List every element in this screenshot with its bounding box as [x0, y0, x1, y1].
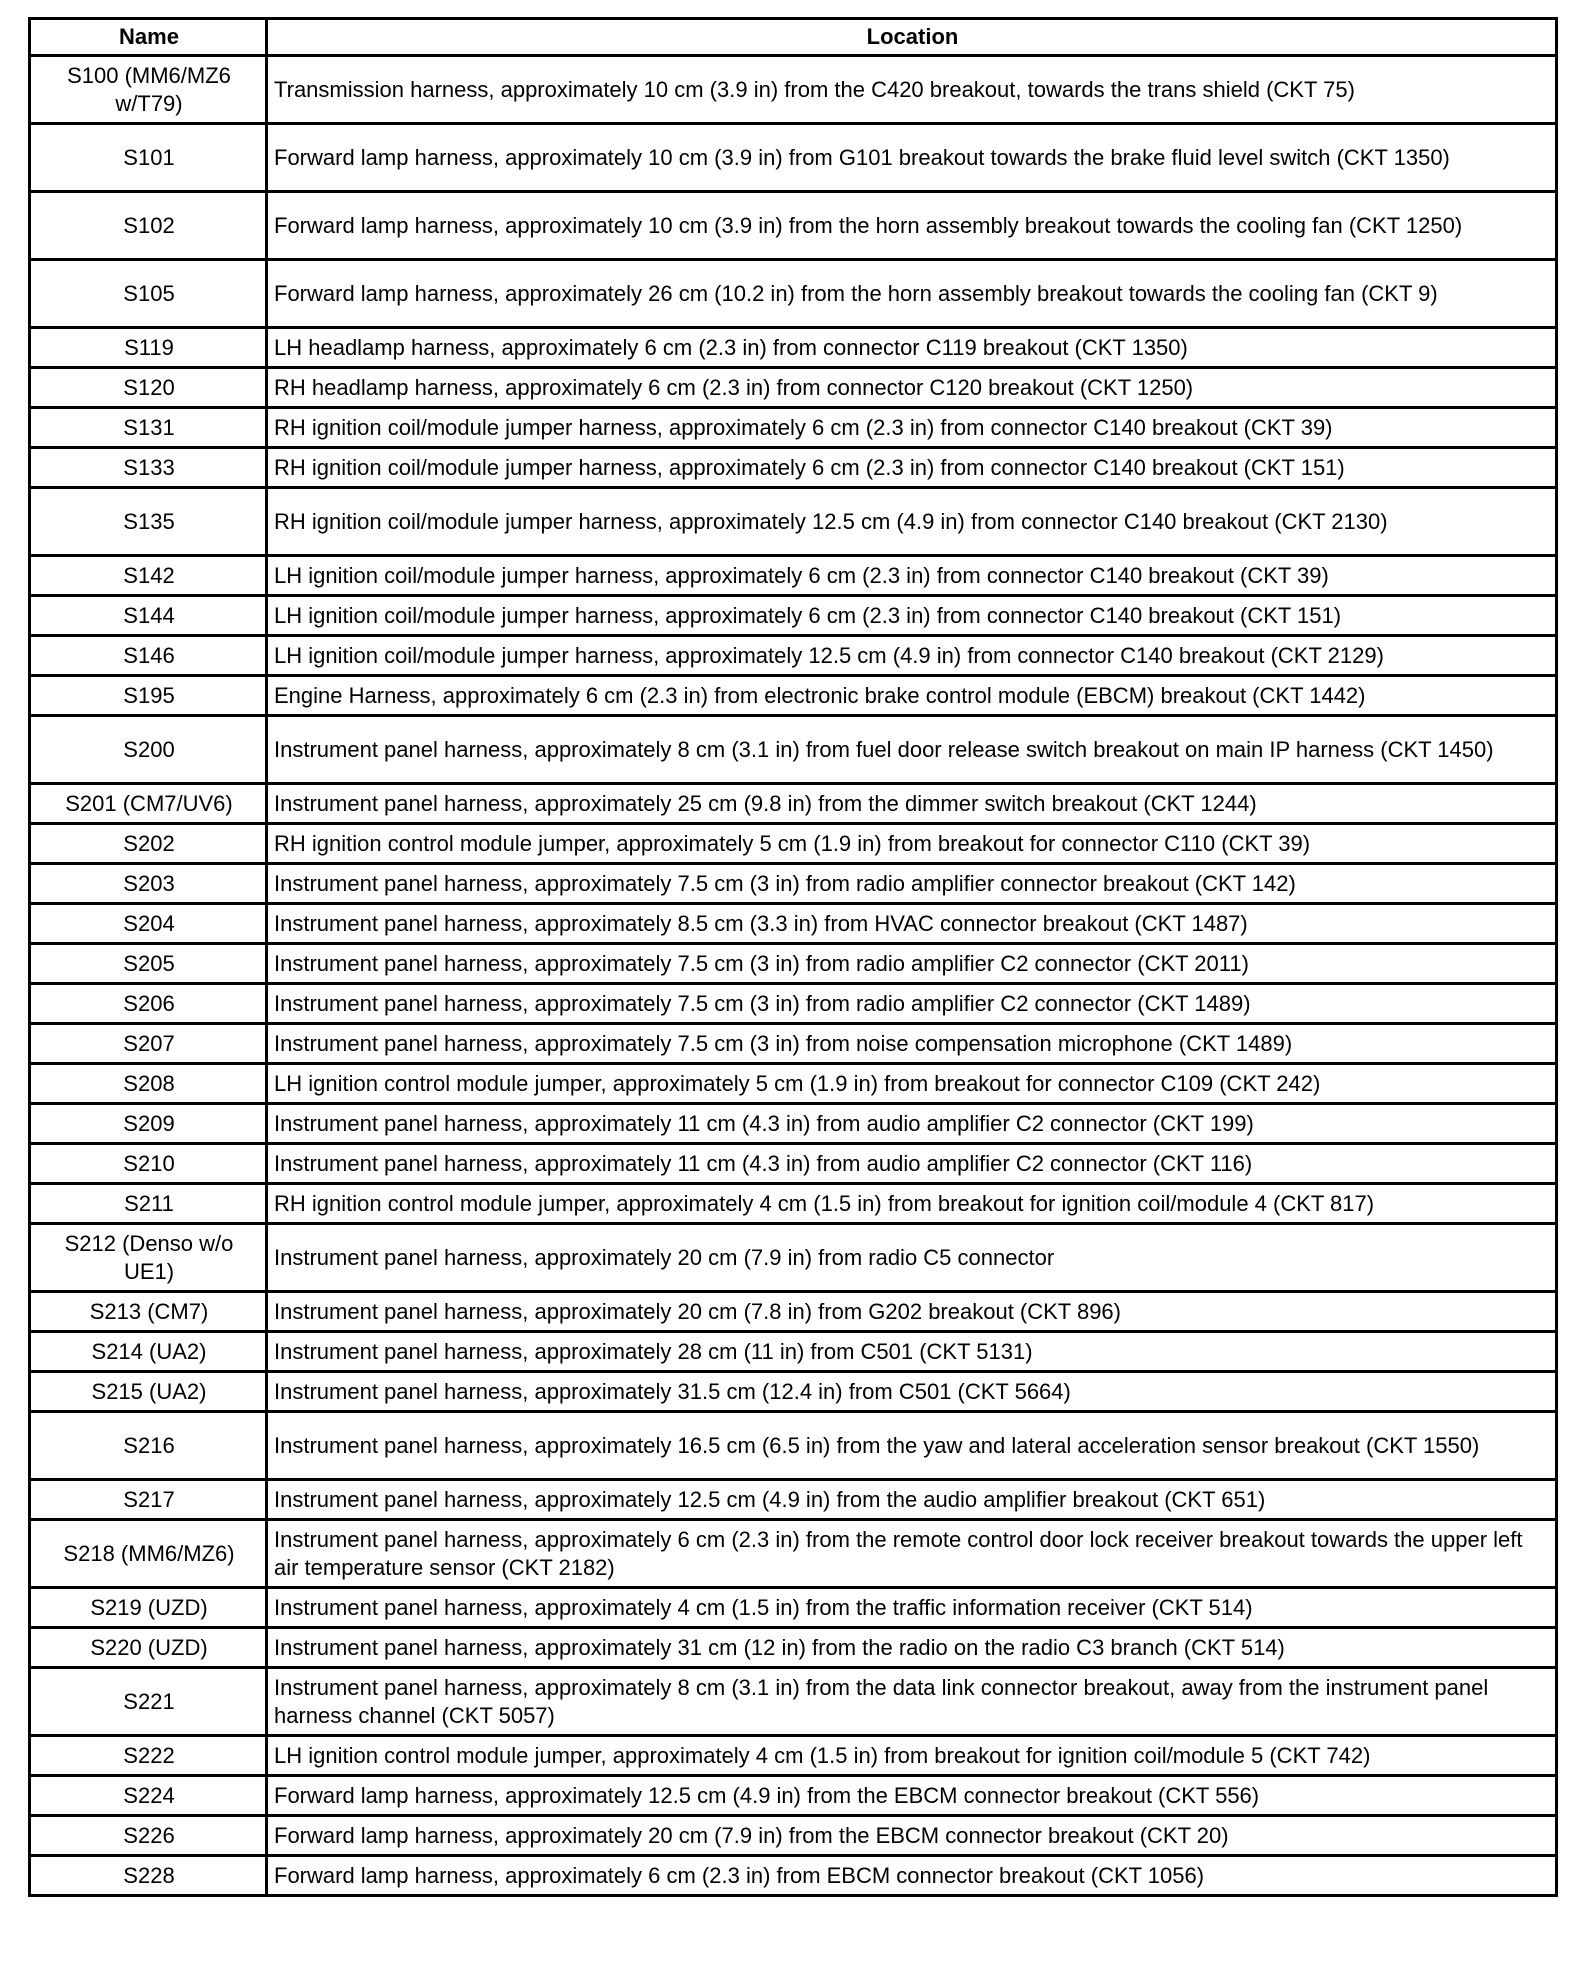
splice-name-cell: S220 (UZD): [30, 1628, 267, 1668]
splice-location-cell: RH ignition control module jumper, approximately 4 cm (1.5 in) from breakout for ignition coil/module 4 (CKT 817): [267, 1184, 1557, 1224]
splice-name-cell: S212 (Denso w/o UE1): [30, 1224, 267, 1292]
table-row: [30, 1736, 1557, 1776]
table-row: [30, 716, 1557, 784]
splice-location-cell: Instrument panel harness, approximately 7.5 cm (3 in) from radio amplifier C2 connector (CKT 1489): [267, 984, 1557, 1024]
splice-location-cell: Instrument panel harness, approximately 11 cm (4.3 in) from audio amplifier C2 connector (CKT 199): [267, 1104, 1557, 1144]
table-row: [30, 328, 1557, 368]
splice-name-cell: S202: [30, 824, 267, 864]
splice-location-cell: Instrument panel harness, approximately 7.5 cm (3 in) from radio amplifier C2 connector (CKT 2011): [267, 944, 1557, 984]
splice-name-cell: S228: [30, 1856, 267, 1896]
splice-name-cell: S204: [30, 904, 267, 944]
table-row: [30, 1332, 1557, 1372]
splice-location-cell: Instrument panel harness, approximately 31.5 cm (12.4 in) from C501 (CKT 5664): [267, 1372, 1557, 1412]
splice-location-table: [28, 17, 1558, 1897]
splice-name-cell: S146: [30, 636, 267, 676]
splice-name-cell: S101: [30, 124, 267, 192]
splice-location-cell: Instrument panel harness, approximately 28 cm (11 in) from C501 (CKT 5131): [267, 1332, 1557, 1372]
table-row: [30, 1588, 1557, 1628]
table-row: [30, 596, 1557, 636]
splice-name-cell: S208: [30, 1064, 267, 1104]
table-row: [30, 824, 1557, 864]
table-row: [30, 448, 1557, 488]
splice-name-cell: S105: [30, 260, 267, 328]
splice-location-cell: Instrument panel harness, approximately 20 cm (7.9 in) from radio C5 connector: [267, 1224, 1557, 1292]
splice-name-cell: S144: [30, 596, 267, 636]
location-column-header: Location: [267, 19, 1557, 56]
splice-location-cell: Instrument panel harness, approximately 7.5 cm (3 in) from noise compensation microphone (CKT 1489): [267, 1024, 1557, 1064]
table-row: [30, 408, 1557, 448]
table-row: [30, 676, 1557, 716]
splice-name-cell: S131: [30, 408, 267, 448]
splice-location-cell: RH ignition coil/module jumper harness, approximately 6 cm (2.3 in) from connector C140 breakout (CKT 39): [267, 408, 1557, 448]
splice-name-cell: S209: [30, 1104, 267, 1144]
splice-location-cell: LH ignition control module jumper, approximately 4 cm (1.5 in) from breakout for ignition coil/module 5 (CKT 742): [267, 1736, 1557, 1776]
table-row: [30, 556, 1557, 596]
table-row: [30, 124, 1557, 192]
splice-name-cell: S100 (MM6/MZ6 w/T79): [30, 56, 267, 124]
splice-name-cell: S201 (CM7/UV6): [30, 784, 267, 824]
table-row: [30, 1776, 1557, 1816]
splice-name-cell: S200: [30, 716, 267, 784]
table-row: [30, 944, 1557, 984]
splice-location-cell: Forward lamp harness, approximately 26 cm (10.2 in) from the horn assembly breakout towards the cooling fan (CKT 9): [267, 260, 1557, 328]
table-row: [30, 488, 1557, 556]
splice-location-cell: Instrument panel harness, approximately 7.5 cm (3 in) from radio amplifier connector breakout (CKT 142): [267, 864, 1557, 904]
splice-location-cell: Instrument panel harness, approximately 8 cm (3.1 in) from fuel door release switch breakout on main IP harness (CKT 1450): [267, 716, 1557, 784]
splice-location-cell: RH ignition coil/module jumper harness, approximately 12.5 cm (4.9 in) from connector C140 breakout (CKT 2130): [267, 488, 1557, 556]
splice-location-cell: LH ignition coil/module jumper harness, approximately 6 cm (2.3 in) from connector C140 breakout (CKT 151): [267, 596, 1557, 636]
splice-name-cell: S206: [30, 984, 267, 1024]
table-row: [30, 1816, 1557, 1856]
splice-location-cell: Instrument panel harness, approximately 25 cm (9.8 in) from the dimmer switch breakout (CKT 1244): [267, 784, 1557, 824]
splice-name-cell: S133: [30, 448, 267, 488]
table-row: [30, 904, 1557, 944]
table-row: [30, 1480, 1557, 1520]
table-row: [30, 984, 1557, 1024]
splice-location-cell: Instrument panel harness, approximately 8 cm (3.1 in) from the data link connector breakout, away from the instrument panel harness channel (CKT 5057): [267, 1668, 1557, 1736]
splice-name-cell: S207: [30, 1024, 267, 1064]
splice-name-cell: S120: [30, 368, 267, 408]
splice-location-cell: Instrument panel harness, approximately 4 cm (1.5 in) from the traffic information receiver (CKT 514): [267, 1588, 1557, 1628]
table-row: [30, 1372, 1557, 1412]
table-row: [30, 1064, 1557, 1104]
table-row: [30, 864, 1557, 904]
splice-location-cell: LH headlamp harness, approximately 6 cm (2.3 in) from connector C119 breakout (CKT 1350): [267, 328, 1557, 368]
splice-name-cell: S216: [30, 1412, 267, 1480]
table-row: [30, 192, 1557, 260]
table-row: [30, 1520, 1557, 1588]
table-body: [30, 56, 1557, 1896]
table-row: [30, 1144, 1557, 1184]
splice-name-cell: S210: [30, 1144, 267, 1184]
table-row: [30, 1628, 1557, 1668]
table-row: [30, 1292, 1557, 1332]
splice-location-cell: RH ignition control module jumper, approximately 5 cm (1.9 in) from breakout for connector C110 (CKT 39): [267, 824, 1557, 864]
table-row: [30, 1412, 1557, 1480]
splice-location-cell: LH ignition coil/module jumper harness, approximately 12.5 cm (4.9 in) from connector C140 breakout (CKT 2129): [267, 636, 1557, 676]
splice-name-cell: S142: [30, 556, 267, 596]
splice-location-cell: Instrument panel harness, approximately 6 cm (2.3 in) from the remote control door lock receiver breakout towards the upper left air temperature sensor (CKT 2182): [267, 1520, 1557, 1588]
splice-location-cell: Forward lamp harness, approximately 20 cm (7.9 in) from the EBCM connector breakout (CKT 20): [267, 1816, 1557, 1856]
header-row: [30, 19, 1557, 56]
splice-name-cell: S215 (UA2): [30, 1372, 267, 1412]
table-row: [30, 1024, 1557, 1064]
table-row: [30, 1224, 1557, 1292]
splice-location-cell: Instrument panel harness, approximately 31 cm (12 in) from the radio on the radio C3 branch (CKT 514): [267, 1628, 1557, 1668]
table-row: [30, 56, 1557, 124]
splice-name-cell: S205: [30, 944, 267, 984]
splice-name-cell: S219 (UZD): [30, 1588, 267, 1628]
splice-location-cell: Forward lamp harness, approximately 6 cm (2.3 in) from EBCM connector breakout (CKT 1056): [267, 1856, 1557, 1896]
splice-location-cell: Forward lamp harness, approximately 12.5 cm (4.9 in) from the EBCM connector breakout (CKT 556): [267, 1776, 1557, 1816]
splice-location-cell: Instrument panel harness, approximately 11 cm (4.3 in) from audio amplifier C2 connector (CKT 116): [267, 1144, 1557, 1184]
splice-name-cell: S226: [30, 1816, 267, 1856]
table-row: [30, 260, 1557, 328]
splice-location-cell: Engine Harness, approximately 6 cm (2.3 in) from electronic brake control module (EBCM) breakout (CKT 1442): [267, 676, 1557, 716]
splice-name-cell: S213 (CM7): [30, 1292, 267, 1332]
table-row: [30, 1856, 1557, 1896]
table-row: [30, 368, 1557, 408]
splice-location-cell: Instrument panel harness, approximately 20 cm (7.8 in) from G202 breakout (CKT 896): [267, 1292, 1557, 1332]
splice-name-cell: S135: [30, 488, 267, 556]
splice-location-cell: LH ignition control module jumper, approximately 5 cm (1.9 in) from breakout for connector C109 (CKT 242): [267, 1064, 1557, 1104]
table-row: [30, 1104, 1557, 1144]
splice-location-cell: Instrument panel harness, approximately 12.5 cm (4.9 in) from the audio amplifier breakout (CKT 651): [267, 1480, 1557, 1520]
splice-name-cell: S217: [30, 1480, 267, 1520]
splice-name-cell: S214 (UA2): [30, 1332, 267, 1372]
name-column-header: Name: [30, 19, 267, 56]
splice-location-cell: Forward lamp harness, approximately 10 cm (3.9 in) from G101 breakout towards the brake fluid level switch (CKT 1350): [267, 124, 1557, 192]
splice-name-cell: S102: [30, 192, 267, 260]
splice-name-cell: S211: [30, 1184, 267, 1224]
table-row: [30, 784, 1557, 824]
splice-name-cell: S222: [30, 1736, 267, 1776]
splice-location-cell: Instrument panel harness, approximately 16.5 cm (6.5 in) from the yaw and lateral acceleration sensor breakout (CKT 1550): [267, 1412, 1557, 1480]
splice-location-cell: Instrument panel harness, approximately 8.5 cm (3.3 in) from HVAC connector breakout (CKT 1487): [267, 904, 1557, 944]
splice-name-cell: S119: [30, 328, 267, 368]
splice-name-cell: S221: [30, 1668, 267, 1736]
table-row: [30, 1184, 1557, 1224]
splice-location-cell: Transmission harness, approximately 10 cm (3.9 in) from the C420 breakout, towards the trans shield (CKT 75): [267, 56, 1557, 124]
splice-name-cell: S195: [30, 676, 267, 716]
table-row: [30, 636, 1557, 676]
splice-name-cell: S203: [30, 864, 267, 904]
splice-name-cell: S218 (MM6/MZ6): [30, 1520, 267, 1588]
splice-location-cell: LH ignition coil/module jumper harness, approximately 6 cm (2.3 in) from connector C140 breakout (CKT 39): [267, 556, 1557, 596]
splice-location-cell: RH headlamp harness, approximately 6 cm (2.3 in) from connector C120 breakout (CKT 1250): [267, 368, 1557, 408]
splice-location-cell: Forward lamp harness, approximately 10 cm (3.9 in) from the horn assembly breakout towards the cooling fan (CKT 1250): [267, 192, 1557, 260]
splice-location-cell: RH ignition coil/module jumper harness, approximately 6 cm (2.3 in) from connector C140 breakout (CKT 151): [267, 448, 1557, 488]
splice-name-cell: S224: [30, 1776, 267, 1816]
table-row: [30, 1668, 1557, 1736]
